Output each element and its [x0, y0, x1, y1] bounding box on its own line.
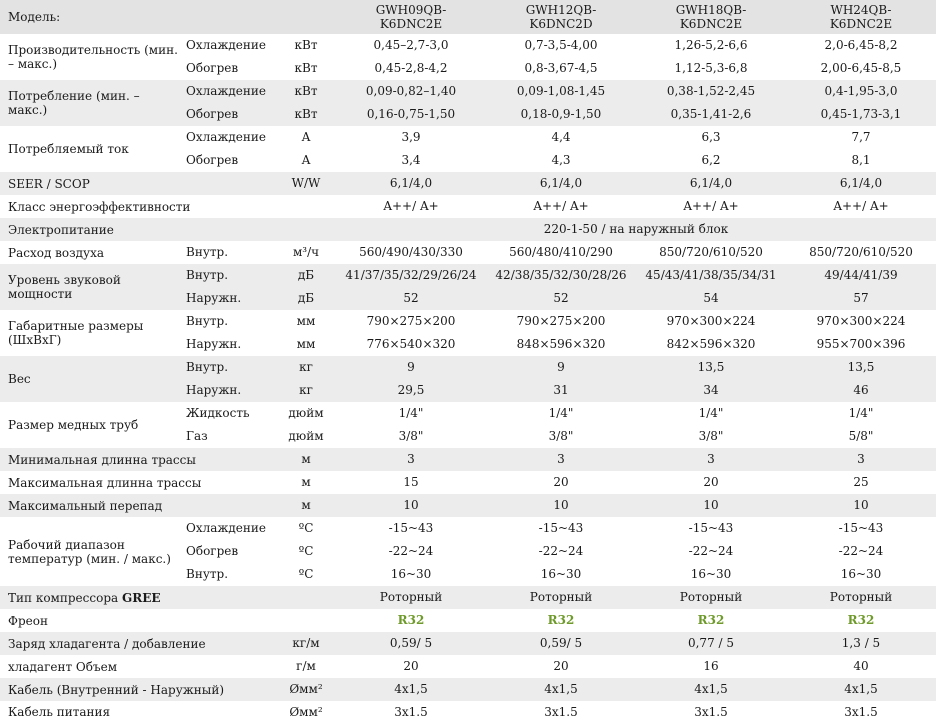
value-cell: A++/ A+	[383, 199, 439, 213]
model-name: GWH12QB- K6DNC2D	[486, 0, 636, 34]
value-cell: 842×596×320	[666, 337, 756, 351]
param-label: Кабель питания	[8, 705, 111, 719]
unit-cell: мм	[296, 337, 316, 351]
value-cell: 2,00-6,45-8,5	[820, 61, 902, 75]
unit-cell: Øмм²	[289, 704, 323, 719]
param-label: Класс энергоэффективности	[8, 199, 191, 214]
value-cell: 955×700×396	[816, 337, 906, 351]
value-cell: 0,09-1,08-1,45	[486, 80, 636, 103]
row-seer-scop	[0, 172, 936, 195]
sub-label: Внутр.	[186, 567, 229, 581]
value-cell: -15~43	[538, 521, 584, 535]
value-cell: -22~24	[688, 544, 734, 558]
sub-label: Обогрев	[186, 153, 239, 167]
value-cell: 16~30	[390, 567, 432, 581]
value-cell: 3/8"	[698, 429, 724, 443]
row-max-drop	[0, 494, 936, 517]
value-cell: 1,12-5,3-6,8	[674, 61, 748, 75]
value-cell: 776×540×320	[366, 337, 456, 351]
value-cell: 10	[336, 494, 486, 517]
value-cell: 4x1,5	[486, 678, 636, 701]
value-cell: 6,1/4,0	[486, 172, 636, 195]
value-cell: 57	[786, 287, 936, 310]
value-cell: 2,0-6,45-8,2	[824, 38, 898, 52]
param-label: Потребление (мин. – макс.)	[0, 80, 180, 126]
value-cell: 4x1,5	[636, 678, 786, 701]
value-cell: 52	[486, 287, 636, 310]
row-noise-indoor	[0, 264, 936, 287]
unit-cell: дБ	[276, 264, 336, 287]
row-pipes-liquid	[0, 402, 936, 425]
value-cell: 850/720/610/520	[659, 245, 763, 259]
value-cell: 20	[553, 659, 569, 673]
value-cell: 1/4"	[398, 406, 424, 420]
value-cell: 3/8"	[398, 429, 424, 443]
header-row	[0, 0, 936, 34]
brand-name: GREE	[121, 590, 161, 605]
sub-label: Охлаждение	[186, 130, 267, 144]
value-cell: 3x1.5	[544, 704, 578, 719]
value-cell: 0,59/ 5	[336, 632, 486, 655]
value-cell: 7,7	[851, 130, 871, 144]
value-cell: A++/ A+	[533, 199, 589, 213]
freon-value: R32	[697, 613, 725, 627]
value-cell: 29,5	[336, 379, 486, 402]
value-cell: 16~30	[540, 567, 582, 581]
param-label: Уровень звуковой мощности	[0, 264, 180, 310]
value-cell: 46	[786, 379, 936, 402]
param-label: Потребляемый ток	[8, 142, 129, 156]
param-label	[0, 586, 336, 609]
sub-label: Наружн.	[180, 379, 276, 402]
sub-label: Обогрев	[186, 61, 239, 75]
sub-label: Внутр.	[186, 314, 229, 328]
value-cell: -22~24	[538, 544, 584, 558]
freon-value: R32	[397, 613, 425, 627]
param-label: Вес	[0, 356, 180, 402]
value-cell: 3x1.5	[844, 704, 878, 719]
value-cell: 0,45-1,73-3,1	[786, 103, 936, 126]
value-cell: 6,1/4,0	[336, 172, 486, 195]
unit-cell: А	[301, 153, 311, 167]
value-cell: 13,5	[636, 356, 786, 379]
value-cell: 3,9	[401, 130, 421, 144]
row-freon	[0, 609, 936, 632]
value-cell: 970×300×224	[816, 314, 906, 328]
unit-cell: кг	[276, 356, 336, 379]
value-cell: 3	[636, 448, 786, 471]
unit-cell: W/W	[276, 172, 336, 195]
value-cell: 45/43/41/38/35/34/31	[636, 264, 786, 287]
value-cell: 8,1	[851, 153, 871, 167]
row-compressor	[0, 586, 936, 609]
unit-cell: ºС	[298, 521, 314, 535]
sub-label: Охлаждение	[186, 521, 267, 535]
unit-cell: дБ	[276, 287, 336, 310]
value-cell: 0,45–2,7-3,0	[373, 38, 449, 52]
value-cell: 3,4	[401, 153, 421, 167]
param-label: Рабочий диапазон температур (мин. / макс.)	[8, 537, 171, 566]
value-cell: 0,59/ 5	[486, 632, 636, 655]
value-cell: 0,8-3,67-4,5	[524, 61, 598, 75]
value-cell: -15~43	[838, 521, 884, 535]
unit-cell: м	[276, 494, 336, 517]
sub-label: Обогрев	[180, 103, 276, 126]
row-consumption-cooling	[0, 80, 936, 103]
param-label: Электропитание	[0, 218, 336, 241]
value-cell: 790×275×200	[516, 314, 606, 328]
value-cell: 16	[703, 659, 719, 673]
value-cell: 40	[853, 659, 869, 673]
value-cell: 560/480/410/290	[509, 245, 613, 259]
row-min-length	[0, 448, 936, 471]
value-cell: 790×275×200	[366, 314, 456, 328]
row-energy-class	[0, 195, 936, 218]
value-cell: 1/4"	[698, 406, 724, 420]
value-cell: Роторный	[336, 586, 486, 609]
value-cell: 970×300×224	[666, 314, 756, 328]
row-weight-indoor	[0, 356, 936, 379]
unit-cell: кг/м	[276, 632, 336, 655]
value-cell: 560/490/430/330	[359, 245, 463, 259]
value-cell: Роторный	[786, 586, 936, 609]
value-cell: 1,3 / 5	[786, 632, 936, 655]
param-label: SEER / SCOP	[0, 172, 276, 195]
row-temp-cooling	[0, 517, 936, 540]
value-cell: 34	[636, 379, 786, 402]
value-cell: 20	[403, 659, 419, 673]
row-charge	[0, 632, 936, 655]
value-cell: -22~24	[388, 544, 434, 558]
model-name: GWH18QB- K6DNC2E	[636, 0, 786, 34]
model-name: GWH09QB- K6DNC2E	[336, 0, 486, 34]
value-cell: 0,4-1,95-3,0	[786, 80, 936, 103]
value-cell: 6,1/4,0	[636, 172, 786, 195]
unit-cell: ºС	[298, 567, 314, 581]
value-cell: 54	[636, 287, 786, 310]
value-cell: 10	[786, 494, 936, 517]
value-cell: Роторный	[636, 586, 786, 609]
value-cell: 1,26-5,2-6,6	[674, 38, 748, 52]
value-cell: 0,38-1,52-2,45	[636, 80, 786, 103]
sub-label: Внутр.	[180, 356, 276, 379]
row-airflow	[0, 241, 936, 264]
param-label: Расход воздуха	[8, 245, 105, 260]
value-cell: 3	[486, 448, 636, 471]
value-cell: A++/ A+	[683, 199, 739, 213]
freon-value: R32	[547, 613, 575, 627]
freon-value: R32	[847, 613, 875, 627]
unit-cell: дюйм	[288, 429, 324, 443]
value-cell: 16~30	[690, 567, 732, 581]
row-refrigerant-volume	[0, 655, 936, 678]
value-cell: 6,1/4,0	[786, 172, 936, 195]
value-cell: 3x1.5	[694, 704, 728, 719]
value-cell: 10	[486, 494, 636, 517]
unit-cell: м	[301, 475, 311, 489]
value-cell: 41/37/35/32/29/26/24	[336, 264, 486, 287]
row-power-supply	[0, 218, 936, 241]
param-label: хладагент Объем	[8, 659, 118, 674]
value-cell: 3x1.5	[394, 704, 428, 719]
value-cell: Роторный	[486, 586, 636, 609]
unit-cell: м	[276, 448, 336, 471]
unit-cell: ºС	[298, 544, 314, 558]
value-cell: 848×596×320	[516, 337, 606, 351]
sub-label: Охлаждение	[180, 80, 276, 103]
sub-label: Внутр.	[180, 264, 276, 287]
sub-label: Жидкость	[186, 406, 250, 420]
value-cell: 3	[786, 448, 936, 471]
value-cell: 850/720/610/520	[809, 245, 913, 259]
value-cell: 4,3	[551, 153, 571, 167]
value-cell: 49/44/41/39	[786, 264, 936, 287]
sub-label: Наружн.	[180, 287, 276, 310]
value-cell: 15	[403, 475, 419, 489]
value-cell: 16~30	[840, 567, 882, 581]
compressor-label: Тип компрессора	[8, 590, 119, 605]
value-cell: 6,2	[701, 153, 721, 167]
sub-label: Охлаждение	[186, 38, 267, 52]
value-cell: 10	[636, 494, 786, 517]
value-cell: 20	[703, 475, 719, 489]
value-cell: 42/38/35/32/30/28/26	[486, 264, 636, 287]
row-current-cooling	[0, 126, 936, 149]
value-cell: 0,35-1,41-2,6	[636, 103, 786, 126]
value-cell: 9	[336, 356, 486, 379]
unit-cell: кВт	[294, 61, 318, 75]
value-cell: 3/8"	[548, 429, 574, 443]
unit-cell: кВт	[294, 38, 318, 52]
value-cell: 1/4"	[548, 406, 574, 420]
param-label: Фреон	[8, 613, 48, 628]
value-cell: 6,3	[701, 130, 721, 144]
unit-cell: дюйм	[288, 406, 324, 420]
sub-label: Газ	[186, 429, 208, 443]
value-cell: 0,09-0,82–1,40	[336, 80, 486, 103]
value-cell: 13,5	[786, 356, 936, 379]
unit-cell: кВт	[276, 80, 336, 103]
param-label: Максимальная длинна трассы	[8, 475, 202, 490]
model-name: WH24QB- K6DNC2E	[786, 0, 936, 34]
value-cell: 4,4	[551, 130, 571, 144]
value-cell: 52	[336, 287, 486, 310]
row-max-length	[0, 471, 936, 494]
value-cell: -15~43	[688, 521, 734, 535]
value-cell: 4x1,5	[786, 678, 936, 701]
value-cell: 4x1,5	[336, 678, 486, 701]
unit-cell: г/м	[296, 659, 316, 673]
unit-cell: Øмм²	[276, 678, 336, 701]
row-interconnect-cable	[0, 678, 936, 701]
model-label: Модель:	[0, 0, 336, 34]
value-cell: 20	[553, 475, 569, 489]
value-cell: 220-1-50 / на наружный блок	[336, 218, 936, 241]
param-label: Размер медных труб	[8, 418, 139, 432]
param-label: Кабель (Внутренний - Наружный)	[0, 678, 276, 701]
value-cell: 0,7-3,5-4,00	[524, 38, 598, 52]
param-label: Производительность (мин. – макс.)	[8, 43, 178, 71]
unit-cell: мм	[296, 314, 316, 328]
sub-label: Наружн.	[186, 337, 242, 351]
value-cell: 1/4"	[848, 406, 874, 420]
sub-label: Внутр.	[186, 245, 229, 259]
value-cell: 0,16-0,75-1,50	[336, 103, 486, 126]
unit-cell: м³/ч	[292, 245, 320, 259]
row-dimensions-indoor	[0, 310, 936, 333]
unit-cell: кг	[276, 379, 336, 402]
value-cell: 25	[853, 475, 869, 489]
unit-cell: А	[301, 130, 311, 144]
value-cell: A++/ A+	[833, 199, 889, 213]
value-cell: 0,45-2,8-4,2	[374, 61, 448, 75]
value-cell: -22~24	[838, 544, 884, 558]
value-cell: 0,18-0,9-1,50	[486, 103, 636, 126]
param-label: Габаритные размеры (ШхВхГ)	[8, 319, 144, 347]
row-performance-cooling	[0, 34, 936, 57]
value-cell: 0,77 / 5	[636, 632, 786, 655]
sub-label: Обогрев	[186, 544, 239, 558]
unit-cell: кВт	[276, 103, 336, 126]
value-cell: 31	[486, 379, 636, 402]
row-power-cable	[0, 701, 936, 723]
param-label: Минимальная длинна трассы	[0, 448, 276, 471]
param-label: Заряд хладагента / добавление	[0, 632, 276, 655]
value-cell: 5/8"	[848, 429, 874, 443]
value-cell: -15~43	[388, 521, 434, 535]
param-label: Максимальный перепад	[0, 494, 276, 517]
value-cell: 3	[336, 448, 486, 471]
value-cell: 9	[486, 356, 636, 379]
